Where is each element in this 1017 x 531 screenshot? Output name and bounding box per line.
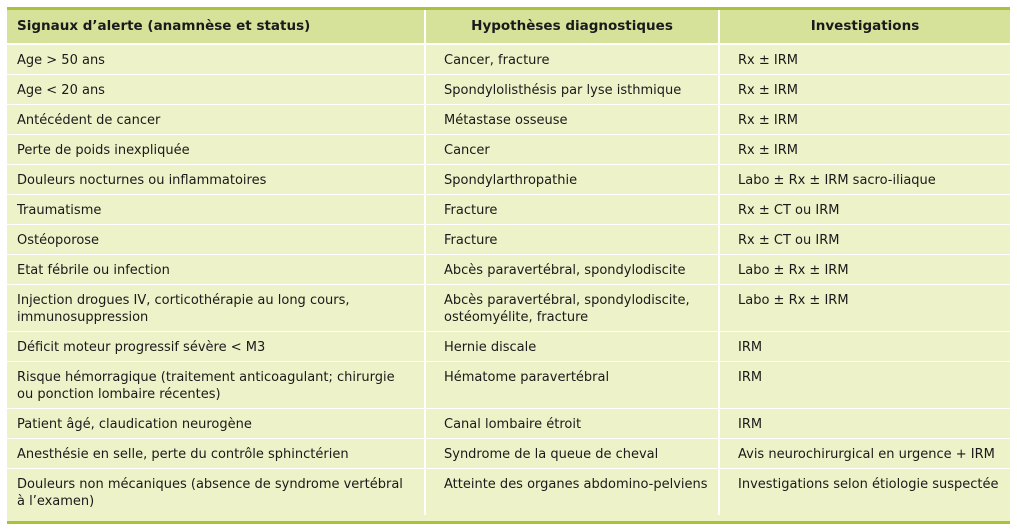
table-row	[7, 285, 1010, 332]
cell-signal: Patient âgé, claudication neurogène	[7, 409, 425, 439]
cell-investigation: Labo ± Rx ± IRM sacro-iliaque	[719, 165, 1010, 195]
table-row	[7, 225, 1010, 255]
cell-investigation: Rx ± CT ou IRM	[719, 195, 1010, 225]
table-row	[7, 44, 1010, 75]
cell-signal: Age < 20 ans	[7, 75, 425, 105]
table-row	[7, 332, 1010, 362]
cell-signal: Etat fébrile ou infection	[7, 255, 425, 285]
cell-investigation: Avis neurochirurgical en urgence + IRM	[719, 439, 1010, 469]
cell-hypothesis: Abcès paravertébral, spondylodiscite, ostéomyélite, fracture	[425, 285, 719, 332]
cell-investigation: Rx ± IRM	[719, 135, 1010, 165]
header-signaux: Signaux d’alerte (anamnèse et status)	[7, 10, 425, 44]
cell-hypothesis: Spondylolisthésis par lyse isthmique	[425, 75, 719, 105]
cell-investigation: Labo ± Rx ± IRM	[719, 255, 1010, 285]
table-row	[7, 469, 1010, 516]
cell-hypothesis: Canal lombaire étroit	[425, 409, 719, 439]
cell-signal: Perte de poids inexpliquée	[7, 135, 425, 165]
cell-hypothesis: Atteinte des organes abdomino-pelviens	[425, 469, 719, 516]
cell-hypothesis: Cancer	[425, 135, 719, 165]
bottom-rule	[7, 521, 1010, 524]
cell-signal: Ostéoporose	[7, 225, 425, 255]
table-row	[7, 165, 1010, 195]
cell-signal: Anesthésie en selle, perte du contrôle sphinctérien	[7, 439, 425, 469]
cell-signal: Déficit moteur progressif sévère < M3	[7, 332, 425, 362]
cell-investigation: Investigations selon étiologie suspectée	[738, 477, 999, 492]
cell-signal: Age > 50 ans	[7, 44, 425, 75]
cell-hypothesis: Hématome paravertébral	[425, 362, 719, 409]
cell-hypothesis: Spondylarthropathie	[425, 165, 719, 195]
cell-investigation: Labo ± Rx ± IRM	[719, 285, 1010, 332]
cell-hypothesis: Fracture	[425, 195, 719, 225]
cell-signal: Antécédent de cancer	[7, 105, 425, 135]
table-row	[7, 439, 1010, 469]
cell-investigation: IRM	[719, 409, 1010, 439]
red-flags-table	[7, 10, 1010, 515]
cell-hypothesis: Abcès paravertébral, spondylodiscite	[425, 255, 719, 285]
cell-hypothesis: Fracture	[425, 225, 719, 255]
cell-investigation: Rx ± IRM	[719, 105, 1010, 135]
cell-investigation: Rx ± IRM	[719, 44, 1010, 75]
cell-hypothesis: Métastase osseuse	[425, 105, 719, 135]
table-row	[7, 409, 1010, 439]
cell-signal: Traumatisme	[7, 195, 425, 225]
table-row	[7, 105, 1010, 135]
table-row	[7, 255, 1010, 285]
header-row	[7, 10, 1010, 44]
cell-hypothesis: Cancer, fracture	[425, 44, 719, 75]
table-row	[7, 75, 1010, 105]
cell-hypothesis: Syndrome de la queue de cheval	[425, 439, 719, 469]
table-row	[7, 195, 1010, 225]
cell-investigation: IRM	[719, 362, 1010, 409]
cell-signal: Injection drogues IV, corticothérapie au long cours, immunosuppression	[7, 285, 425, 332]
cell-hypothesis: Hernie discale	[425, 332, 719, 362]
table-row	[7, 362, 1010, 409]
header-investigations: Investigations	[719, 10, 1010, 44]
table-row	[7, 135, 1010, 165]
cell-signal: Douleurs nocturnes ou inflammatoires	[7, 165, 425, 195]
header-hypotheses: Hypothèses diagnostiques	[425, 10, 719, 44]
table-body	[7, 44, 1010, 515]
cell-investigation: Rx ± CT ou IRM	[719, 225, 1010, 255]
cell-investigation: IRM	[719, 332, 1010, 362]
cell-signal: Douleurs non mécaniques (absence de syndrome vertébral à l’examen)	[7, 469, 425, 516]
cell-signal: Risque hémorragique (traitement anticoagulant; chirurgie ou ponction lombaire récentes)	[7, 362, 425, 409]
table-container	[7, 7, 1010, 524]
cell-investigation: Rx ± IRM	[719, 75, 1010, 105]
